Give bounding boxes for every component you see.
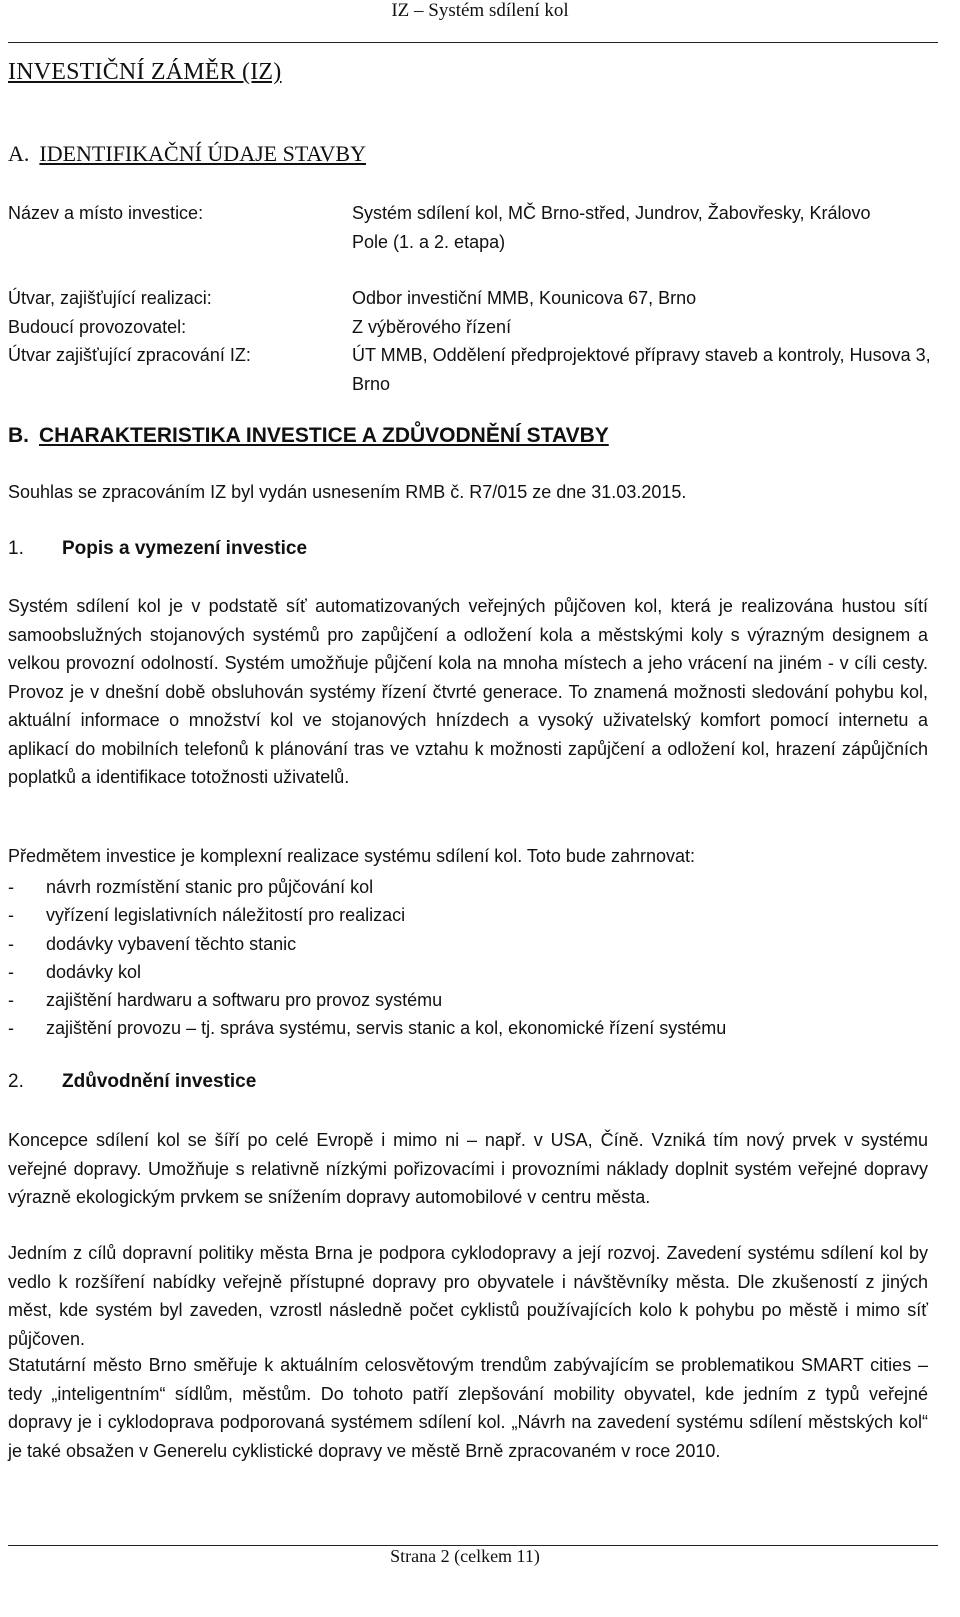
- list-item-text: dodávky vybavení těchto stanic: [46, 933, 297, 954]
- id-row-processing: [8, 341, 933, 398]
- scope-list: [8, 873, 928, 1043]
- header-divider: [8, 42, 938, 43]
- subsection-2-number: 2.: [8, 1071, 24, 1092]
- id-row-operator: [8, 313, 933, 342]
- justification-paragraph-3: Statutární město Brno směřuje k aktuálním celosvětovým trendům zabývajícím se problematikou SMART cities – tedy „inteligentním“ sídlům, městům. Do tohoto patří zlepšování mobility obyvatel, kde jedním z typů veřejné dopravy je i cyklodoprava podporovaná systémem sdílení kol. „Návrh na zavedení systému sdílení městských kol“ je také obsažen v Generelu cyklistické dopravy ve městě Brně zpracovaném v roce 2010.: [8, 1355, 928, 1461]
- running-title: IZ – Systém sdílení kol: [391, 0, 569, 21]
- id-label: Název a místo investice:: [8, 203, 204, 223]
- section-b-number: B.: [8, 424, 29, 447]
- page-number: Strana 2 (celkem 11): [390, 1546, 540, 1566]
- subsection-2-title: Zdůvodnění investice: [62, 1071, 257, 1092]
- id-row-investment: [8, 199, 933, 284]
- identification-table: [8, 199, 933, 398]
- subject-intro: Předmětem investice je komplexní realizace systému sdílení kol. Toto bude zahrnovat:: [8, 846, 696, 866]
- list-item: - návrh rozmístění stanic pro půjčování kol: [8, 873, 928, 901]
- id-value: Systém sdílení kol, MČ Brno-střed, Jundrov, Žabovřesky, Královo Pole (1. a 2. etapa): [352, 203, 871, 252]
- id-label: Budoucí provozovatel:: [8, 316, 187, 337]
- id-label: Útvar zajišťující zpracování IZ:: [8, 345, 251, 365]
- id-value: Z výběrového řízení: [352, 316, 512, 337]
- list-item-text: dodávky kol: [46, 961, 142, 982]
- list-item: - dodávky vybavení těchto stanic: [8, 930, 928, 958]
- list-item: - zajištění hardwaru a softwaru pro provoz systému: [8, 986, 928, 1014]
- list-item-text: zajištění provozu – tj. správa systému, servis stanic a kol, ekonomické řízení systému: [46, 1018, 727, 1039]
- subsection-2-heading: [8, 1071, 256, 1093]
- description-paragraph: Systém sdílení kol je v podstatě síť automatizovaných veřejných půjčoven kol, která je realizována hustou sítí samoobslužných stojanových systémů pro zapůjčení a odložení kola a městskými koly s výrazným designem a velkou provozní odolností. Systém umožňuje půjčení kola na mnoha místech a jeho vrácení na jiném - v cíli cesty. Provoz je v dnešní době obsluhován systémy řízení čtvrté generace. To znamená možnosti sledování pohybu kol, aktuální informace o množství kol ve stojanových hnízdech a vysoký uživatelský komfort pomocí internetu a aplikací do mobilních telefonů k plánování tras ve vztahu k možnosti zapůjčení a odložení kol, hrazení zápůjčních poplatků a identifikace totožnosti uživatelů.: [8, 596, 928, 787]
- justification-paragraph-1: Koncepce sdílení kol se šíří po celé Evropě i mimo ni – např. v USA, Číně. Vzniká tím nový prvek v systému veřejné dopravy. Umožňuje s relativně nízkými pořizovacími i provozními náklady doplnit systém veřejné dopravy výrazně ekologickým prvkem se snížením dopravy automobilové v centru města.: [8, 1130, 928, 1207]
- list-item-text: vyřízení legislativních náležitostí pro realizaci: [46, 905, 406, 926]
- list-item-text: zajištění hardwaru a softwaru pro provoz systému: [46, 990, 443, 1011]
- approval-note: Souhlas se zpracováním IZ byl vydán usnesením RMB č. R7/015 ze dne 31.03.2015.: [8, 482, 687, 502]
- id-value: Odbor investiční MMB, Kounicova 67, Brno: [352, 288, 697, 308]
- list-item-text: návrh rozmístění stanic pro půjčování kol: [46, 877, 374, 897]
- subsection-1-title: Popis a vymezení investice: [62, 538, 308, 559]
- running-header: [0, 0, 960, 22]
- document-title: INVESTIČNÍ ZÁMĚR (IZ): [8, 59, 282, 85]
- id-label: Útvar, zajišťující realizaci:: [8, 288, 212, 308]
- list-item: - zajištění provozu – tj. správa systému, servis stanic a kol, ekonomické řízení systému: [8, 1014, 928, 1042]
- section-a-heading: [8, 141, 366, 167]
- list-item: - vyřízení legislativních náležitostí pro realizaci: [8, 901, 928, 929]
- subsection-1-number: 1.: [8, 538, 24, 559]
- id-value: ÚT MMB, Oddělení předprojektové přípravy staveb a kontroly, Husova 3, Brno: [352, 345, 931, 394]
- id-row-realization: [8, 284, 933, 313]
- subsection-1-heading: [8, 538, 307, 560]
- section-a-title: IDENTIFIKAČNÍ ÚDAJE STAVBY: [39, 141, 366, 166]
- section-a-number: A.: [8, 141, 30, 166]
- section-b-title: CHARAKTERISTIKA INVESTICE A ZDŮVODNĚNÍ STAVBY: [39, 424, 609, 447]
- list-item: - dodávky kol: [8, 958, 928, 986]
- justification-paragraph-2: Jedním z cílů dopravní politiky města Brna je podpora cyklodopravy a její rozvoj. Zavedení systému sdílení kol by vedlo k rozšíření nabídky veřejně přístupné dopravy pro obyvatele i návštěvníky města. Dle zkušeností z jiných měst, kde systém byl zaveden, vzrostl následně počet cyklistů používajících kolo k pohybu po městě i mimo síť půjčoven.: [8, 1243, 928, 1349]
- section-b-heading: [8, 424, 609, 448]
